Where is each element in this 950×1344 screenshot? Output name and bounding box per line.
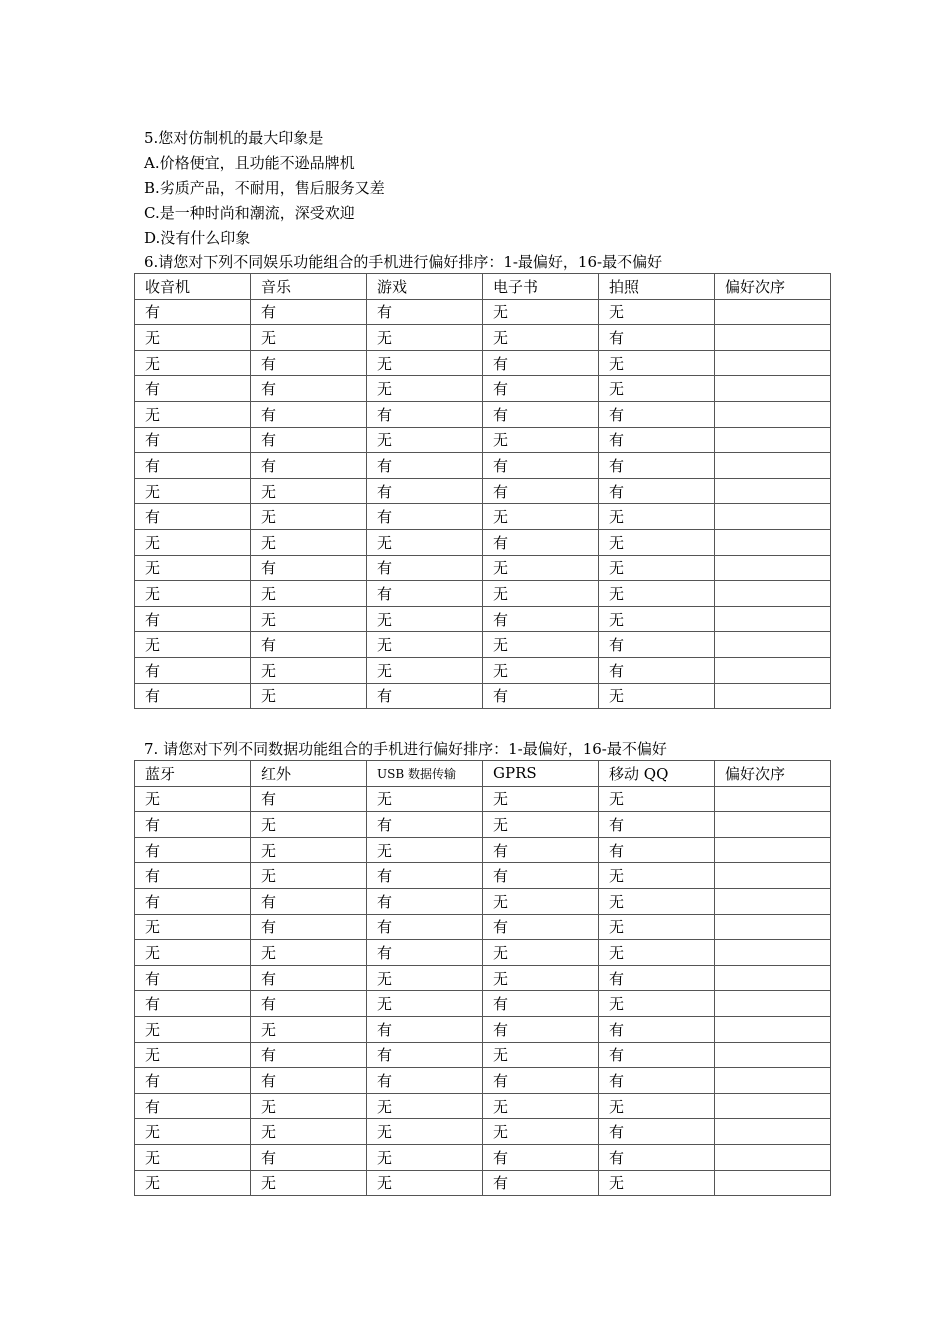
table-cell: 无 xyxy=(599,683,715,709)
table-row xyxy=(135,1042,831,1068)
table-cell: 有 xyxy=(599,657,715,683)
table-cell: 无 xyxy=(367,632,483,658)
table-cell: 有 xyxy=(251,632,367,658)
question-5-text: 5.您对仿制机的最大印象是 xyxy=(144,129,324,147)
table-cell: 无 xyxy=(599,940,715,966)
table-row xyxy=(135,453,831,479)
table-row xyxy=(135,376,831,402)
table-cell: 有 xyxy=(483,863,599,889)
table-cell: 无 xyxy=(599,1170,715,1196)
table-cell: 无 xyxy=(483,427,599,453)
table-cell: 有 xyxy=(483,401,599,427)
table-cell: 有 xyxy=(599,427,715,453)
table-cell: 无 xyxy=(483,786,599,812)
preference-rank-cell[interactable] xyxy=(715,376,831,402)
question-5-option-c: C.是一种时尚和潮流，深受欢迎 xyxy=(144,204,355,222)
table-cell: 有 xyxy=(599,1016,715,1042)
column-header: 移动 QQ xyxy=(599,761,715,787)
preference-rank-cell[interactable] xyxy=(715,1016,831,1042)
table-cell: 有 xyxy=(367,940,483,966)
table-cell: 无 xyxy=(135,632,251,658)
table-cell: 无 xyxy=(251,1093,367,1119)
table-cell: 无 xyxy=(599,529,715,555)
table-cell: 有 xyxy=(483,991,599,1017)
table-cell: 有 xyxy=(483,529,599,555)
table-cell: 有 xyxy=(251,453,367,479)
table-row xyxy=(135,863,831,889)
preference-rank-cell[interactable] xyxy=(715,965,831,991)
table-cell: 有 xyxy=(483,350,599,376)
table-cell: 有 xyxy=(251,786,367,812)
question-5-option-b: B.劣质产品，不耐用，售后服务又差 xyxy=(144,179,385,197)
table-cell: 无 xyxy=(367,350,483,376)
preference-rank-cell[interactable] xyxy=(715,683,831,709)
table-cell: 有 xyxy=(367,863,483,889)
preference-rank-cell[interactable] xyxy=(715,786,831,812)
table-cell: 无 xyxy=(251,657,367,683)
table-cell: 无 xyxy=(251,940,367,966)
table-cell: 无 xyxy=(599,504,715,530)
table-cell: 有 xyxy=(483,478,599,504)
table-header-row xyxy=(135,274,831,300)
table-cell: 有 xyxy=(135,657,251,683)
table-row xyxy=(135,325,831,351)
preference-rank-cell[interactable] xyxy=(715,529,831,555)
table-row xyxy=(135,504,831,530)
table-cell: 有 xyxy=(367,555,483,581)
table-row xyxy=(135,837,831,863)
column-header: 电子书 xyxy=(483,274,599,300)
table-cell: 无 xyxy=(367,965,483,991)
table-cell: 无 xyxy=(483,940,599,966)
column-header: 游戏 xyxy=(367,274,483,300)
table-cell: 无 xyxy=(367,786,483,812)
preference-rank-cell[interactable] xyxy=(715,888,831,914)
entertainment-preference-table xyxy=(134,273,831,709)
table-row xyxy=(135,1144,831,1170)
table-cell: 有 xyxy=(251,1068,367,1094)
table-row xyxy=(135,427,831,453)
table-cell: 无 xyxy=(135,1119,251,1145)
table-cell: 有 xyxy=(367,478,483,504)
table-cell: 无 xyxy=(135,529,251,555)
table-row xyxy=(135,350,831,376)
table-cell: 无 xyxy=(599,914,715,940)
preference-rank-cell[interactable] xyxy=(715,350,831,376)
table-row xyxy=(135,299,831,325)
table-cell: 无 xyxy=(135,786,251,812)
table-cell: 无 xyxy=(135,325,251,351)
table-row xyxy=(135,1119,831,1145)
column-header: 收音机 xyxy=(135,274,251,300)
data-function-preference-table xyxy=(134,760,831,1196)
table-cell: 无 xyxy=(135,478,251,504)
question-5 xyxy=(144,126,385,251)
table-cell: 无 xyxy=(599,376,715,402)
table-cell: 无 xyxy=(367,1144,483,1170)
table-row xyxy=(135,888,831,914)
table-cell: 无 xyxy=(483,1042,599,1068)
table-row xyxy=(135,632,831,658)
table-cell: 无 xyxy=(367,657,483,683)
table-cell: 有 xyxy=(251,1144,367,1170)
preference-rank-cell[interactable] xyxy=(715,555,831,581)
table-cell: 无 xyxy=(251,863,367,889)
column-header: 偏好次序 xyxy=(715,274,831,300)
table-cell: 有 xyxy=(367,299,483,325)
preference-rank-cell[interactable] xyxy=(715,1093,831,1119)
table-cell: 有 xyxy=(251,991,367,1017)
preference-rank-cell[interactable] xyxy=(715,1119,831,1145)
table-cell: 无 xyxy=(367,1093,483,1119)
table-cell: 无 xyxy=(483,1093,599,1119)
preference-rank-cell[interactable] xyxy=(715,812,831,838)
table-row xyxy=(135,1093,831,1119)
table-cell: 无 xyxy=(599,863,715,889)
preference-rank-cell[interactable] xyxy=(715,427,831,453)
table-cell: 有 xyxy=(251,914,367,940)
table-cell: 无 xyxy=(251,606,367,632)
preference-rank-cell[interactable] xyxy=(715,1068,831,1094)
table-cell: 无 xyxy=(367,837,483,863)
column-header: 偏好次序 xyxy=(715,761,831,787)
table-cell: 有 xyxy=(599,1042,715,1068)
table-cell: 有 xyxy=(251,888,367,914)
table-cell: 无 xyxy=(135,350,251,376)
table-cell: 有 xyxy=(367,1068,483,1094)
table-row xyxy=(135,555,831,581)
table-row xyxy=(135,401,831,427)
table-cell: 无 xyxy=(483,299,599,325)
table-cell: 有 xyxy=(483,1068,599,1094)
table-row xyxy=(135,1068,831,1094)
table-cell: 有 xyxy=(599,1068,715,1094)
table-cell: 无 xyxy=(135,1016,251,1042)
column-header: USB 数据传输 xyxy=(367,761,483,787)
preference-rank-cell[interactable] xyxy=(715,632,831,658)
table-cell: 无 xyxy=(483,1119,599,1145)
table-row xyxy=(135,812,831,838)
column-header: GPRS xyxy=(483,761,599,787)
preference-rank-cell[interactable] xyxy=(715,1042,831,1068)
preference-rank-cell[interactable] xyxy=(715,657,831,683)
table-row xyxy=(135,581,831,607)
table-row xyxy=(135,940,831,966)
table-cell: 无 xyxy=(599,991,715,1017)
table-cell: 无 xyxy=(135,1042,251,1068)
table-cell: 无 xyxy=(599,350,715,376)
table-cell: 有 xyxy=(483,1144,599,1170)
table-cell: 有 xyxy=(135,1068,251,1094)
table-cell: 有 xyxy=(135,427,251,453)
table-cell: 有 xyxy=(483,606,599,632)
table-row xyxy=(135,478,831,504)
column-header: 音乐 xyxy=(251,274,367,300)
table-row xyxy=(135,991,831,1017)
table-cell: 无 xyxy=(135,401,251,427)
table-cell: 无 xyxy=(251,812,367,838)
table-cell: 有 xyxy=(135,888,251,914)
column-header: 蓝牙 xyxy=(135,761,251,787)
table-header-row xyxy=(135,761,831,787)
table-cell: 有 xyxy=(135,1093,251,1119)
table-cell: 无 xyxy=(251,529,367,555)
table-row xyxy=(135,1016,831,1042)
table-cell: 无 xyxy=(251,1016,367,1042)
table-cell: 无 xyxy=(599,581,715,607)
question-5-option-a: A.价格便宜，且功能不逊品牌机 xyxy=(144,154,355,172)
table-cell: 无 xyxy=(599,786,715,812)
preference-rank-cell[interactable] xyxy=(715,299,831,325)
table-cell: 有 xyxy=(251,401,367,427)
table-cell: 有 xyxy=(367,504,483,530)
table-cell: 有 xyxy=(367,453,483,479)
table-cell: 无 xyxy=(483,632,599,658)
table-cell: 无 xyxy=(251,1170,367,1196)
table-cell: 有 xyxy=(135,376,251,402)
table-cell: 无 xyxy=(135,940,251,966)
table-cell: 有 xyxy=(135,504,251,530)
table-cell: 无 xyxy=(367,529,483,555)
table-cell: 有 xyxy=(483,1016,599,1042)
question-6-title: 6.请您对下列不同娱乐功能组合的手机进行偏好排序：1-最偏好，16-最不偏好 xyxy=(144,253,663,271)
table-row xyxy=(135,657,831,683)
table-cell: 无 xyxy=(599,888,715,914)
table-cell: 有 xyxy=(367,888,483,914)
table-row xyxy=(135,683,831,709)
preference-rank-cell[interactable] xyxy=(715,991,831,1017)
table-cell: 有 xyxy=(599,1144,715,1170)
table-cell: 无 xyxy=(599,299,715,325)
table-cell: 有 xyxy=(367,1016,483,1042)
table-cell: 无 xyxy=(367,427,483,453)
table-cell: 有 xyxy=(483,376,599,402)
preference-rank-cell[interactable] xyxy=(715,1144,831,1170)
question-5-option-d: D.没有什么印象 xyxy=(144,229,251,247)
table-cell: 有 xyxy=(483,914,599,940)
table-cell: 无 xyxy=(135,581,251,607)
table-cell: 无 xyxy=(483,965,599,991)
preference-rank-cell[interactable] xyxy=(715,837,831,863)
table-cell: 有 xyxy=(367,1042,483,1068)
table-cell: 有 xyxy=(135,812,251,838)
table-cell: 无 xyxy=(135,555,251,581)
table-cell: 有 xyxy=(251,299,367,325)
table-cell: 有 xyxy=(135,837,251,863)
table-cell: 有 xyxy=(251,1042,367,1068)
table-cell: 有 xyxy=(251,427,367,453)
preference-rank-cell[interactable] xyxy=(715,401,831,427)
table-row xyxy=(135,786,831,812)
table-cell: 无 xyxy=(483,555,599,581)
table-cell: 无 xyxy=(367,1119,483,1145)
table-cell: 无 xyxy=(483,888,599,914)
table-row xyxy=(135,965,831,991)
table-cell: 有 xyxy=(483,837,599,863)
table-cell: 有 xyxy=(483,683,599,709)
table-cell: 无 xyxy=(251,1119,367,1145)
table-cell: 无 xyxy=(599,606,715,632)
table-cell: 无 xyxy=(135,914,251,940)
table-cell: 有 xyxy=(599,478,715,504)
table-cell: 无 xyxy=(483,657,599,683)
table-cell: 有 xyxy=(599,1119,715,1145)
table-cell: 有 xyxy=(599,325,715,351)
table-cell: 有 xyxy=(599,965,715,991)
preference-rank-cell[interactable] xyxy=(715,940,831,966)
table-cell: 有 xyxy=(251,350,367,376)
table-cell: 无 xyxy=(251,837,367,863)
table-cell: 有 xyxy=(367,683,483,709)
table-cell: 无 xyxy=(135,1170,251,1196)
table-cell: 有 xyxy=(599,453,715,479)
table-cell: 无 xyxy=(367,325,483,351)
table-cell: 无 xyxy=(483,504,599,530)
table-cell: 有 xyxy=(135,299,251,325)
table-cell: 无 xyxy=(251,325,367,351)
table-cell: 有 xyxy=(135,453,251,479)
table-cell: 有 xyxy=(367,812,483,838)
preference-rank-cell[interactable] xyxy=(715,504,831,530)
table-cell: 无 xyxy=(367,376,483,402)
table-row xyxy=(135,606,831,632)
table-cell: 无 xyxy=(251,683,367,709)
column-header: 红外 xyxy=(251,761,367,787)
table-cell: 无 xyxy=(251,581,367,607)
table-cell: 有 xyxy=(135,606,251,632)
table-cell: 无 xyxy=(483,812,599,838)
preference-rank-cell[interactable] xyxy=(715,1170,831,1196)
table-cell: 有 xyxy=(599,812,715,838)
table-cell: 有 xyxy=(251,965,367,991)
table-cell: 有 xyxy=(599,837,715,863)
table-cell: 无 xyxy=(367,991,483,1017)
preference-rank-cell[interactable] xyxy=(715,325,831,351)
table-cell: 无 xyxy=(599,555,715,581)
table-cell: 无 xyxy=(483,581,599,607)
table-cell: 有 xyxy=(599,632,715,658)
preference-rank-cell[interactable] xyxy=(715,581,831,607)
table-cell: 有 xyxy=(367,581,483,607)
table-cell: 有 xyxy=(135,991,251,1017)
table-cell: 无 xyxy=(599,1093,715,1119)
table-cell: 有 xyxy=(367,401,483,427)
preference-rank-cell[interactable] xyxy=(715,914,831,940)
table-cell: 无 xyxy=(367,606,483,632)
preference-rank-cell[interactable] xyxy=(715,606,831,632)
table-cell: 无 xyxy=(251,504,367,530)
table-row xyxy=(135,529,831,555)
table-cell: 有 xyxy=(483,1170,599,1196)
table-row xyxy=(135,1170,831,1196)
table-cell: 有 xyxy=(367,914,483,940)
table-cell: 有 xyxy=(135,965,251,991)
question-7-title: 7. 请您对下列不同数据功能组合的手机进行偏好排序：1-最偏好，16-最不偏好 xyxy=(144,740,667,758)
column-header: 拍照 xyxy=(599,274,715,300)
table-cell: 有 xyxy=(135,863,251,889)
table-cell: 有 xyxy=(599,401,715,427)
table-cell: 无 xyxy=(135,1144,251,1170)
table-cell: 无 xyxy=(367,1170,483,1196)
preference-rank-cell[interactable] xyxy=(715,863,831,889)
preference-rank-cell[interactable] xyxy=(715,478,831,504)
table-cell: 有 xyxy=(135,683,251,709)
table-cell: 无 xyxy=(483,325,599,351)
table-cell: 有 xyxy=(251,555,367,581)
table-row xyxy=(135,914,831,940)
table-cell: 有 xyxy=(251,376,367,402)
table-cell: 有 xyxy=(483,453,599,479)
table-cell: 无 xyxy=(251,478,367,504)
preference-rank-cell[interactable] xyxy=(715,453,831,479)
